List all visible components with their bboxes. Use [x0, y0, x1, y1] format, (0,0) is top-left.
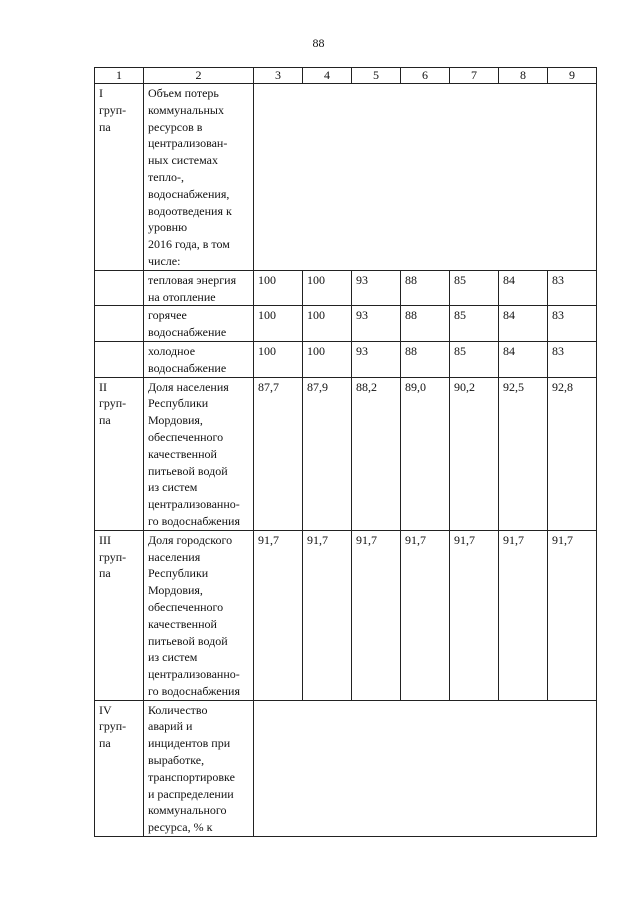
value-cell: 100 — [303, 306, 352, 342]
value-cell: 88 — [401, 341, 450, 377]
group-cell — [95, 270, 144, 306]
indicator-cell: Доля населения Республики Мордовия, обеспеченного качественной питьевой водой из систем централизованно- го водоснабжения — [144, 377, 254, 530]
header-cell: 5 — [352, 68, 401, 84]
table-row — [95, 377, 597, 530]
indicator-cell: Объем потерь коммунальных ресурсов в централизован- ных системах тепло-, водоснабжения, водоотведения к уровню 2016 года, в том числе: — [144, 84, 254, 271]
value-cell: 85 — [450, 270, 499, 306]
value-cell: 83 — [548, 341, 597, 377]
table-row — [95, 270, 597, 306]
value-cell: 84 — [499, 270, 548, 306]
indicators-table — [94, 67, 597, 837]
value-cell: 100 — [254, 270, 303, 306]
value-cell: 85 — [450, 306, 499, 342]
empty-values-cell — [254, 84, 597, 271]
table-row — [95, 84, 597, 271]
table-row — [95, 306, 597, 342]
table-row — [95, 530, 597, 700]
header-cell: 4 — [303, 68, 352, 84]
value-cell: 88 — [401, 306, 450, 342]
group-cell: III груп- па — [95, 530, 144, 700]
table-row — [95, 700, 597, 836]
value-cell: 89,0 — [401, 377, 450, 530]
value-cell: 88,2 — [352, 377, 401, 530]
header-cell: 3 — [254, 68, 303, 84]
value-cell: 91,7 — [352, 530, 401, 700]
indicator-cell: тепловая энергия на отопление — [144, 270, 254, 306]
value-cell: 87,7 — [254, 377, 303, 530]
value-cell: 85 — [450, 341, 499, 377]
header-cell: 9 — [548, 68, 597, 84]
header-cell: 6 — [401, 68, 450, 84]
value-cell: 91,7 — [450, 530, 499, 700]
indicator-cell: Доля городского населения Республики Мордовия, обеспеченного качественной питьевой водой из систем централизованно- го водоснабжения — [144, 530, 254, 700]
value-cell: 100 — [303, 270, 352, 306]
indicator-cell: холодное водоснабжение — [144, 341, 254, 377]
value-cell: 91,7 — [548, 530, 597, 700]
value-cell: 83 — [548, 270, 597, 306]
value-cell: 100 — [254, 306, 303, 342]
header-cell: 7 — [450, 68, 499, 84]
value-cell: 84 — [499, 341, 548, 377]
value-cell: 88 — [401, 270, 450, 306]
indicator-cell: Количество аварий и инцидентов при выработке, транспортировке и распределении коммунального ресурса, % к — [144, 700, 254, 836]
value-cell: 90,2 — [450, 377, 499, 530]
indicator-cell: горячее водоснабжение — [144, 306, 254, 342]
group-cell: I груп- па — [95, 84, 144, 271]
group-cell — [95, 306, 144, 342]
header-row — [95, 68, 597, 84]
header-cell: 8 — [499, 68, 548, 84]
value-cell: 91,7 — [401, 530, 450, 700]
value-cell: 83 — [548, 306, 597, 342]
table-row — [95, 341, 597, 377]
value-cell: 92,8 — [548, 377, 597, 530]
group-cell: II груп- па — [95, 377, 144, 530]
value-cell: 84 — [499, 306, 548, 342]
value-cell: 92,5 — [499, 377, 548, 530]
header-cell: 2 — [144, 68, 254, 84]
value-cell: 91,7 — [303, 530, 352, 700]
value-cell: 93 — [352, 341, 401, 377]
value-cell: 91,7 — [499, 530, 548, 700]
value-cell: 93 — [352, 306, 401, 342]
value-cell: 87,9 — [303, 377, 352, 530]
empty-values-cell — [254, 700, 597, 836]
value-cell: 100 — [254, 341, 303, 377]
header-cell: 1 — [95, 68, 144, 84]
group-cell — [95, 341, 144, 377]
value-cell: 100 — [303, 341, 352, 377]
value-cell: 91,7 — [254, 530, 303, 700]
group-cell: IV груп- па — [95, 700, 144, 836]
value-cell: 93 — [352, 270, 401, 306]
page-number: 88 — [312, 36, 325, 50]
